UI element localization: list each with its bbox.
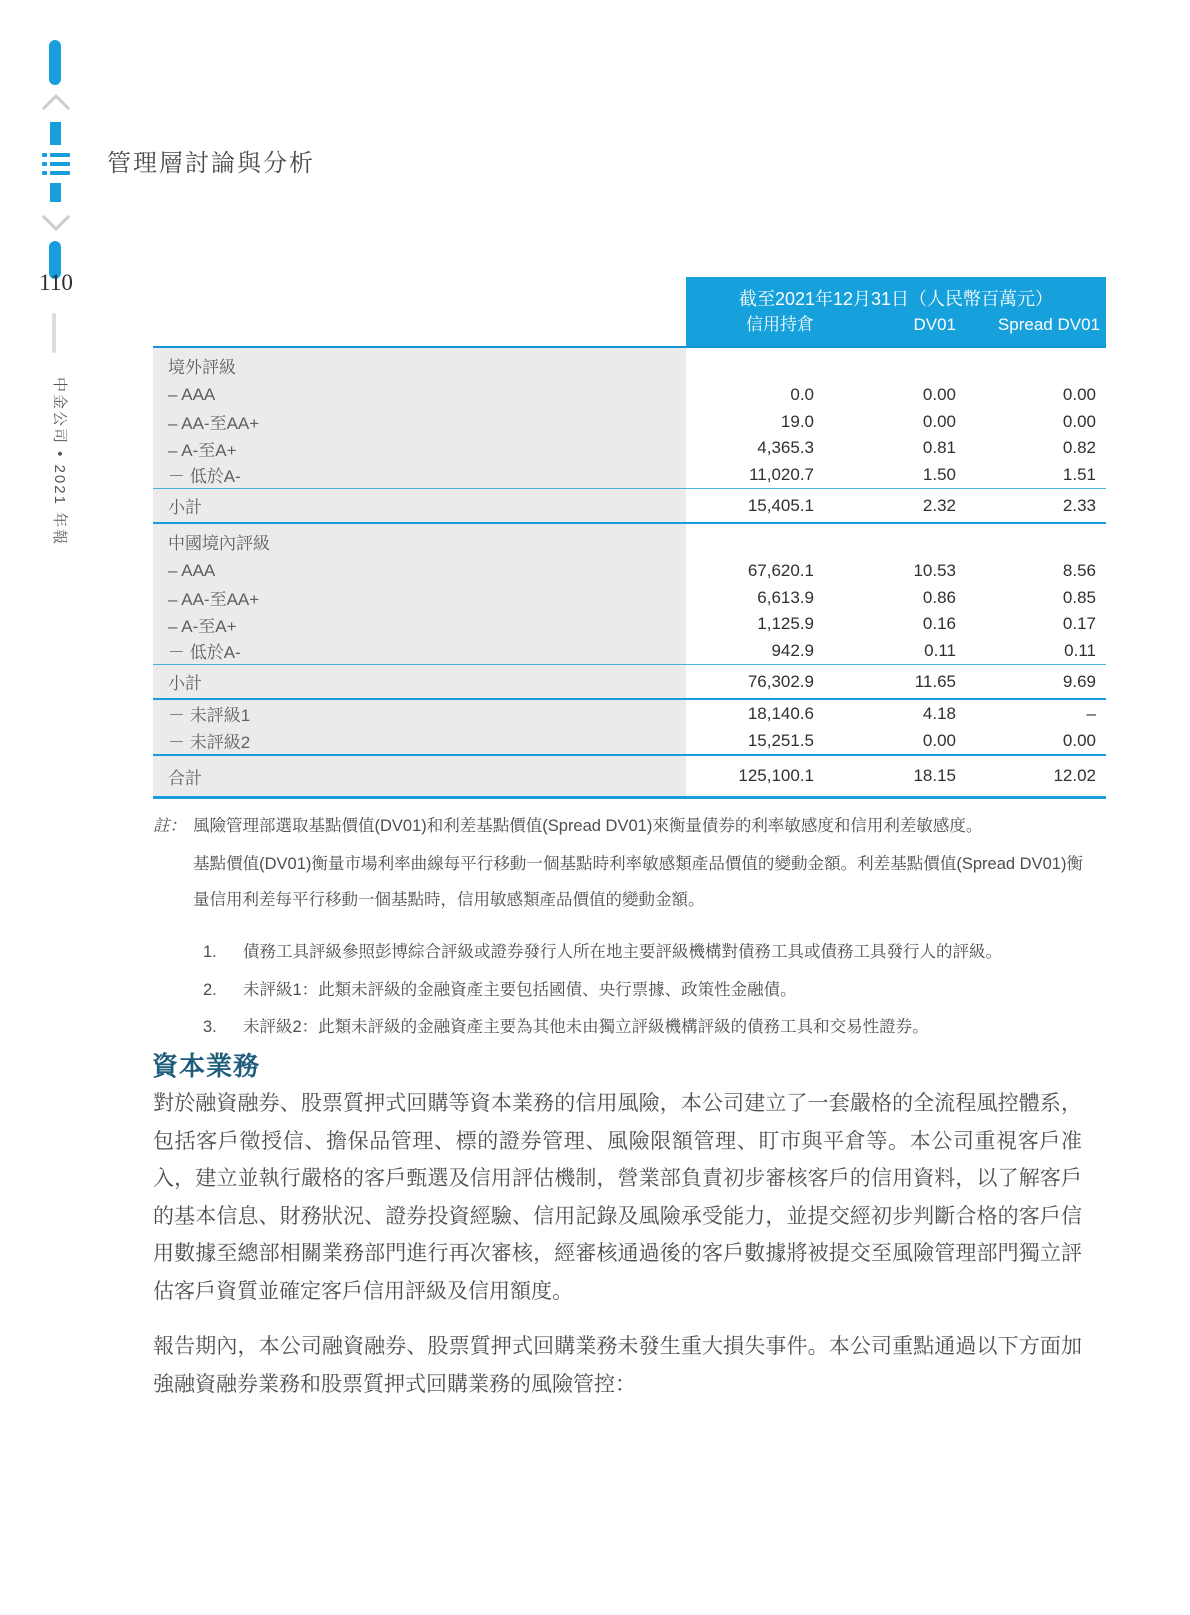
row-value: 0.86 — [922, 587, 956, 607]
row-value: 0.11 — [924, 640, 956, 660]
row-label: － 低於A- — [153, 462, 686, 489]
row-label: 境外評級 — [153, 348, 686, 382]
page-number-divider — [52, 313, 56, 353]
row-value: 0.16 — [922, 614, 956, 634]
table-header — [686, 277, 1106, 346]
sidebar-accent-bar — [49, 40, 61, 85]
row-value: 9.69 — [1062, 671, 1096, 691]
row-label: － 低於A- — [153, 638, 686, 665]
note-intro: 風險管理部選取基點價值(DV01)和利差基點價值(Spread DV01)來衡量債券的利率敏感度和信用利差敏感度。 — [193, 817, 983, 835]
row-label: – A-至A+ — [153, 435, 686, 462]
row-value: – — [1086, 703, 1096, 723]
row-value: 942.9 — [771, 640, 814, 660]
column-header: Spread DV01 — [997, 315, 1100, 334]
column-header: 信用持倉 — [746, 315, 814, 334]
table-section-row — [153, 348, 1106, 382]
row-value: 0.00 — [922, 385, 956, 405]
table-header-title: 截至2021年12月31日（人民幣百萬元） — [738, 289, 1054, 309]
note-item-number: 1. — [203, 943, 217, 961]
row-value: 125,100.1 — [738, 766, 814, 785]
row-value: 0.00 — [922, 411, 956, 431]
note-item-text: 未評級1：此類未評級的金融資產主要包括國債、央行票據、政策性金融債。 — [243, 980, 797, 999]
table-row — [153, 462, 1106, 489]
row-label: 合計 — [153, 756, 686, 796]
row-value: 0.85 — [1062, 587, 1096, 607]
row-label: － 未評級1 — [153, 700, 686, 727]
row-value: 10.53 — [913, 561, 956, 581]
row-value: 0.81 — [922, 438, 956, 458]
row-value: 0.00 — [1062, 730, 1096, 750]
row-value: 67,620.1 — [747, 561, 814, 581]
row-label: – AAA — [153, 558, 686, 585]
table-row — [153, 558, 1106, 585]
table-row — [153, 409, 1106, 436]
row-value: 0.00 — [1062, 385, 1096, 405]
row-value: 0.11 — [1064, 640, 1096, 660]
row-label: – AA-至AA+ — [153, 409, 686, 436]
note-item-number: 3. — [203, 1018, 217, 1036]
body-paragraph: 報告期內，本公司融資融券、股票質押式回購業務未發生重大損失事件。本公司重點通過以下方面加強融資融券業務和股票質押式回購業務的風險管控： — [153, 1335, 1082, 1396]
table-row — [153, 638, 1106, 665]
table-row — [153, 435, 1106, 462]
note-items — [203, 941, 1083, 1054]
row-value: 0.00 — [922, 730, 956, 750]
row-value: 76,302.9 — [747, 671, 814, 691]
body-paragraph: 對於融資融券、股票質押式回購等資本業務的信用風險，本公司建立了一套嚴格的全流程風控體系，包括客戶徵授信、擔保品管理、標的證券管理、風險限額管理、盯市與平倉等。本公司重視客戶准入，建立並執行嚴格的客戶甄選及信用評估機制，營業部負責初步審核客戶的信用資料，以了解客戶的基本信息、財務狀況、證券投資經驗、信用記錄及風險承受能力，並提交經初步判斷合格的客戶信用數據至總部相關業務部門進行再次審核，經審核通過後的客戶數據將被提交至風險管理部門獨立評估客戶資質並確定客戶信用評級及信用額度。 — [153, 1092, 1082, 1303]
table-body — [153, 346, 1106, 799]
row-label: 小計 — [153, 665, 686, 698]
row-value: 15,405.1 — [747, 495, 814, 515]
table-note — [153, 812, 1083, 836]
row-value: 19.0 — [780, 411, 814, 431]
row-value: 2.32 — [922, 495, 956, 515]
row-label: – AA-至AA+ — [153, 585, 686, 612]
row-value: 18.15 — [913, 766, 956, 785]
chapter-title: 管理層討論與分析 — [107, 151, 315, 177]
row-value: 0.82 — [1062, 438, 1096, 458]
row-value: 12.02 — [1053, 766, 1096, 785]
row-value: 1,125.9 — [757, 614, 814, 634]
credit-ratings-table — [153, 277, 1106, 799]
row-label: 小計 — [153, 489, 686, 522]
table-row — [153, 754, 1106, 799]
table-header-columns — [686, 312, 1106, 338]
table-row — [153, 611, 1106, 638]
chevron-up-icon[interactable] — [41, 92, 71, 112]
section-paragraphs — [153, 1085, 1082, 1421]
row-label: 中國境內評級 — [153, 524, 686, 558]
row-label: － 未評級2 — [153, 727, 686, 754]
note-item-text: 債務工具評級參照彭博綜合評級或證券發行人所在地主要評級機構對債務工具或債務工具發行人的評級。 — [243, 943, 1002, 961]
note-paragraph: 基點價值(DV01)衡量市場利率曲線每平行移動一個基點時利率敏感類產品價值的變動金額。利差基點價值(Spread DV01)衡量信用利差每平行移動一個基點時，信用敏感類產品價值的變動金額。 — [193, 855, 1083, 909]
row-value: 0.0 — [790, 385, 814, 405]
row-value: 0.00 — [1062, 411, 1096, 431]
sidebar-accent-bar — [50, 122, 61, 145]
row-value: 4,365.3 — [757, 438, 814, 458]
page-number: 110 — [39, 270, 73, 295]
row-label: – AAA — [153, 382, 686, 409]
note-item — [203, 979, 1083, 1002]
table-row — [153, 727, 1106, 754]
sidebar-accent-bar — [50, 183, 61, 202]
row-value: 18,140.6 — [747, 703, 814, 723]
table-row — [153, 664, 1106, 700]
table-row — [153, 488, 1106, 524]
row-value: 2.33 — [1062, 495, 1096, 515]
row-value: 8.56 — [1062, 561, 1096, 581]
row-value: 11.65 — [914, 671, 956, 691]
chevron-down-icon[interactable] — [41, 213, 71, 233]
note-label: 註： — [153, 816, 186, 835]
menu-list-icon[interactable] — [42, 153, 72, 180]
row-value: 1.51 — [1062, 464, 1096, 484]
note-item — [203, 1016, 1083, 1039]
table-row — [153, 382, 1106, 409]
table-section-row — [153, 524, 1106, 558]
table-row — [153, 585, 1106, 612]
note-item-number: 2. — [203, 980, 217, 999]
row-value: 1.50 — [922, 464, 956, 484]
note-item — [203, 941, 1083, 964]
column-header: DV01 — [913, 315, 956, 334]
row-value: 0.17 — [1062, 614, 1096, 634]
row-value: 4.18 — [922, 703, 956, 723]
row-label: – A-至A+ — [153, 611, 686, 638]
note-item-text: 未評級2：此類未評級的金融資產主要為其他未由獨立評級機構評級的債務工具和交易性證券。 — [243, 1018, 929, 1036]
table-row — [153, 700, 1106, 727]
section-heading: 資本業務 — [152, 1051, 261, 1081]
row-value: 15,251.5 — [747, 730, 814, 750]
row-value: 11,020.7 — [749, 464, 814, 484]
side-vertical-label: 中金公司 • 2021 年報 — [51, 377, 68, 547]
row-value: 6,613.9 — [757, 587, 814, 607]
